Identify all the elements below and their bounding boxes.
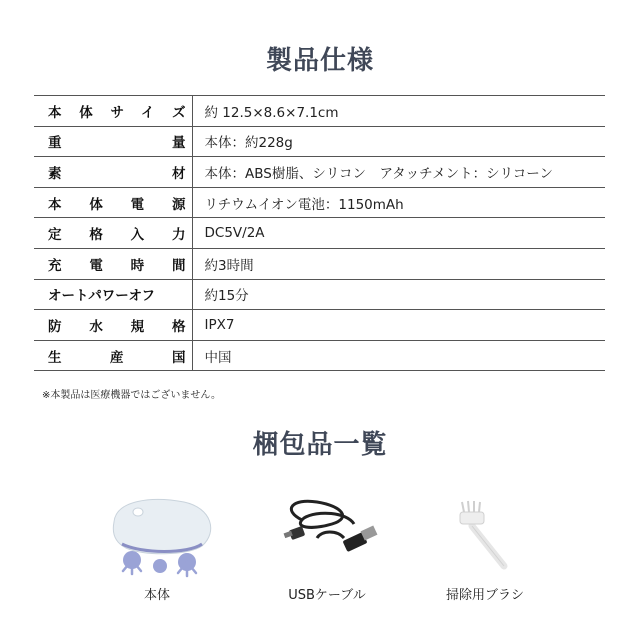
spec-title: 製品仕様 (265, 46, 374, 76)
scalp-massager-icon (92, 490, 222, 580)
package-item-caption: USBケーブル (288, 588, 366, 603)
table-row (34, 187, 605, 218)
row-value-charge-time: 約3時間 (204, 257, 254, 274)
row-value-waterproof: IPX7 (204, 316, 235, 333)
cleaning-brush-icon (420, 490, 550, 580)
table-row (34, 248, 605, 279)
row-value-size: 約 12.5×8.6×7.1cm (204, 104, 339, 121)
disclaimer-note: ※本製品は医療機器ではございません。 (42, 390, 221, 401)
package-item-caption: 本体 (143, 588, 170, 603)
package-item-usb-cable (247, 490, 407, 603)
table-row (34, 218, 605, 249)
package-item-main-unit (77, 490, 237, 603)
package-item-caption: 掃除用ブラシ (445, 588, 524, 603)
row-label-weight: 重量 (34, 126, 192, 157)
row-label-material: 素材 (34, 157, 192, 188)
row-label-input: 定格入力 (34, 218, 192, 249)
table-row (34, 340, 605, 371)
row-value-origin: 中国 (204, 349, 232, 366)
row-label-power: 本体電源 (34, 187, 192, 218)
row-value-material: 本体：ABS樹脂、シリコン アタッチメント：シリコーン (204, 165, 554, 182)
row-value-input: DC5V/2A (204, 225, 265, 242)
spec-table (34, 95, 605, 371)
table-row (34, 279, 605, 310)
row-value-power: リチウムイオン電池：1150mAh (204, 196, 404, 213)
row-label-auto-off: オートパワーオフ (34, 279, 192, 310)
row-value-auto-off: 約15分 (204, 288, 249, 305)
row-label-size: 本体サイズ (34, 96, 192, 127)
package-title: 梱包品一覧 (252, 430, 388, 460)
table-row (34, 96, 605, 127)
table-row (34, 157, 605, 188)
row-label-charge-time: 充電時間 (34, 248, 192, 279)
row-label-waterproof: 防水規格 (34, 310, 192, 341)
row-label-origin: 生産国 (34, 340, 192, 371)
row-value-weight: 本体：約228g (204, 135, 293, 152)
usb-cable-icon (262, 490, 392, 580)
package-item-cleaning-brush (405, 490, 565, 603)
table-row (34, 310, 605, 341)
table-row (34, 126, 605, 157)
